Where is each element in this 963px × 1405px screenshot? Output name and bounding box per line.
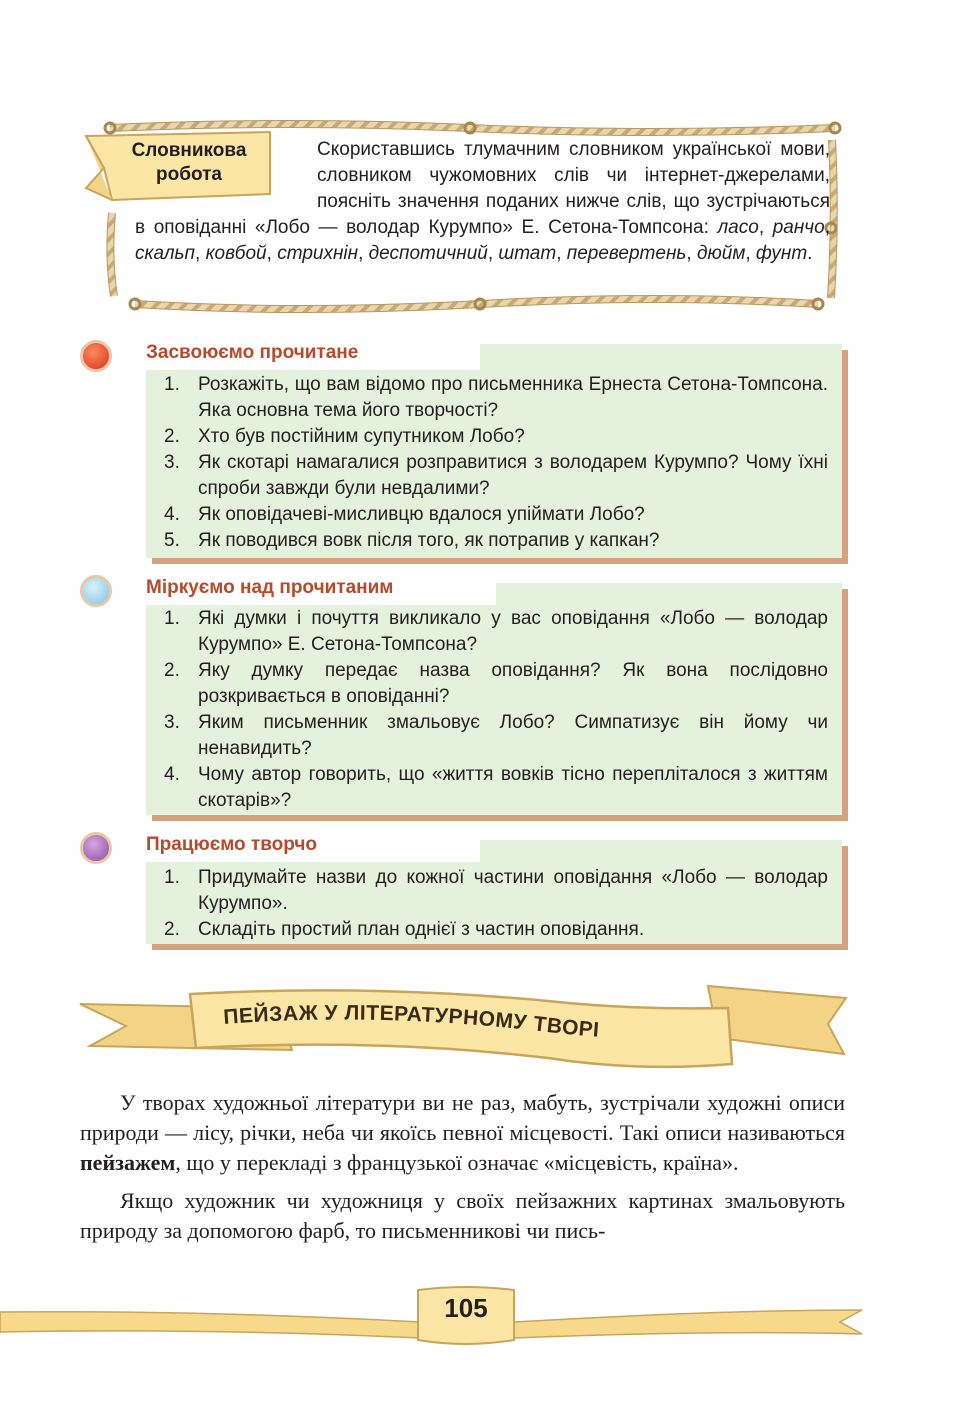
- vocab-word: ковбой: [205, 243, 267, 264]
- paragraph: Якщо художник чи художниця у своїх пейзажних картинах змальовують природу за допомогою фарб, то письменникові чи пись-: [80, 1188, 845, 1243]
- vocab-word: фунт: [755, 243, 808, 264]
- question-item: 2. Складіть простий план однієї з частин оповідання.: [164, 919, 645, 940]
- vocab-word: ранчо: [772, 217, 825, 238]
- vocab-title-line2: робота: [156, 164, 222, 185]
- vocab-title-line1: Словникова: [131, 140, 247, 161]
- question-item: 3. Яким письменник змальовує Лобо? Симпатизує він йому чи ненавидить?: [164, 712, 828, 759]
- paragraph: У творах художньої літератури ви не раз, мабуть, зустрічали художні описи природи — лісу, річки, неба чи якоїсь певної місцевості. Такі описи називаються пейзажем, що у перекладі з французької означає «місцевість, країна».: [80, 1090, 845, 1175]
- section-title: Засвоюємо прочитане: [146, 342, 359, 363]
- ribbon-spacer: [135, 137, 317, 215]
- purple-bullet-icon: [80, 832, 112, 864]
- banner-title: ПЕЙЗАЖ У ЛІТЕРАТУРНОМУ ТВОРІ: [222, 1001, 601, 1042]
- vocab-word: перевертень: [566, 243, 687, 264]
- body-text: [80, 1088, 845, 1246]
- blue-bullet-icon: [80, 575, 112, 607]
- question-item: 1. Які думки і почуття викликало у вас оповідання «Лобо — володар Курумпо» Е. Сетона-Томпсона?: [164, 608, 828, 655]
- question-item: 5. Як поводився вовк після того, як потрапив у капкан?: [164, 530, 660, 551]
- vocab-word: стрихнін: [277, 243, 359, 264]
- question-item: 2. Хто був постійним супутником Лобо?: [164, 426, 525, 447]
- question-list: [146, 372, 842, 554]
- question-item: 2. Яку думку передає назва оповідання? Як вона послідовно розкривається в оповіданні?: [164, 660, 828, 707]
- red-bullet-icon: [80, 340, 112, 372]
- vocab-word: ласо: [717, 217, 759, 238]
- question-item: 1. Розкажіть, що вам відомо про письменника Ернеста Сетона-Томпсона. Яка основна тема його творчості?: [164, 374, 828, 421]
- chapter-banner: [78, 980, 848, 1080]
- question-item: 4. Як оповідачеві-мисливцю вдалося упіймати Лобо?: [164, 504, 645, 525]
- vocab-word: деспотичний: [368, 243, 488, 264]
- page-number: 105: [444, 1293, 488, 1323]
- vocab-end: .: [807, 243, 813, 264]
- section-creative: [80, 832, 850, 952]
- section-title: Міркуємо над прочитаним: [146, 577, 394, 598]
- vocab-text: Скориставшись тлумачним словником української мови, словником чужомовних слів чи інтернет-джерелами, поясніть значення поданих нижче слів, що зустрічаються в оповіданні «Лобо — володар Курумпо» Е. Сетона-Томпсона: ласо, ранчо, скальп, ковбой, стрихнін, деспотичний, штат, перевертень, дюйм, фунт.: [135, 139, 830, 264]
- section-reflection: [80, 575, 850, 817]
- question-item: 4. Чому автор говорить, що «життя вовків тісно перепліталося з життям скотарів»?: [164, 764, 828, 811]
- term-bold: пейзажем: [80, 1150, 176, 1175]
- question-item: 3. Як скотарі намагалися розправитися з володарем Курумпо? Чому їхні спроби завжди були невдалими?: [164, 452, 828, 499]
- question-list: [146, 865, 842, 943]
- vocab-intro: Скориставшись тлумачним словником української мови, словником чужомовних слів чи інтернет-джерелами, поясніть значення поданих нижче слів, що зустрічаються в оповіданні «Лобо — володар Курумпо» Е. Сетона-Томпсона:: [135, 139, 830, 238]
- question-item: 1. Придумайте назви до кожної частини оповідання «Лобо — володар Курумпо».: [164, 867, 828, 914]
- vocab-word: штат: [498, 243, 557, 264]
- section-comprehension: [80, 340, 850, 562]
- section-title: Працюємо творчо: [146, 834, 318, 855]
- question-list: [146, 606, 842, 814]
- vocab-word: дюйм: [696, 243, 746, 264]
- vocab-word: скальп: [135, 243, 195, 264]
